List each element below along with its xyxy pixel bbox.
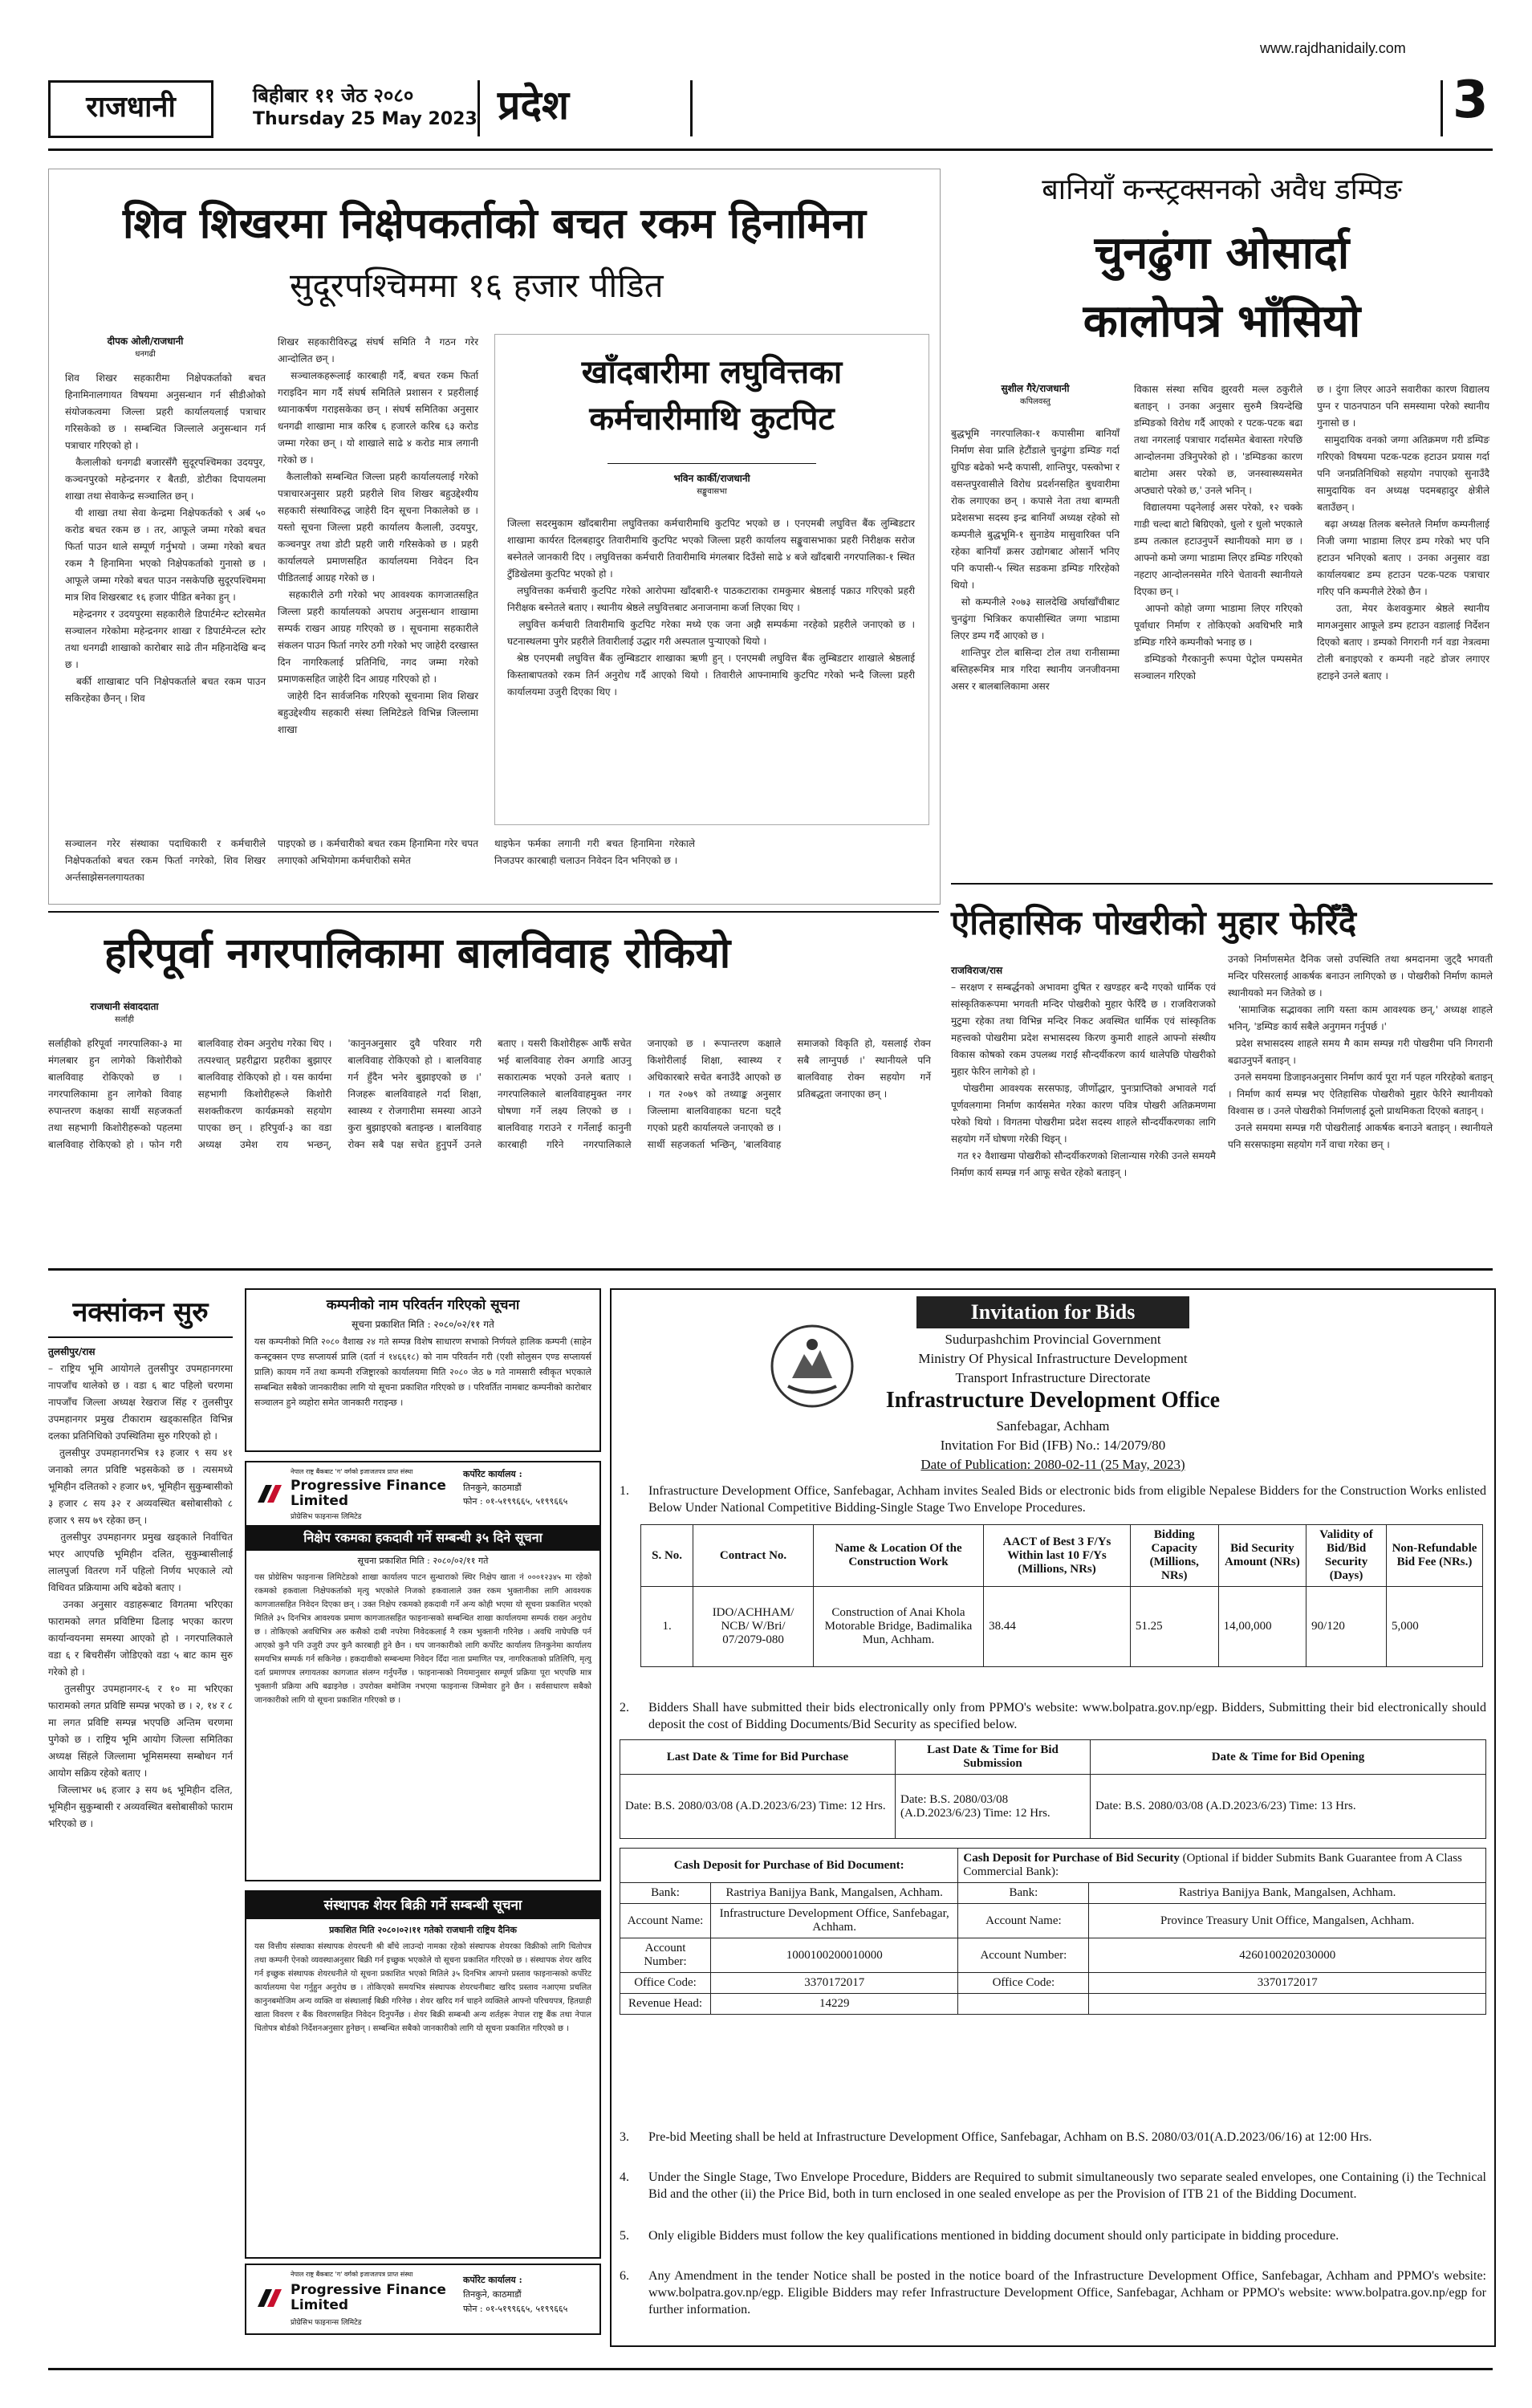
- ifb-item-2: [620, 1699, 1486, 1733]
- headline-rule: [48, 1336, 233, 1338]
- label-bank-2: Bank:: [958, 1883, 1089, 1904]
- item-text: Under the Single Stage, Two Envelope Procedure, Bidders are Required to submit simultaneously two separate sealed envelopes, one Containing (i) the Technical Bid and the other (ii) the Price Bid, both in turn enclosed in one sealed envelope as per the Provision of ITB 21 of the Bidding Document.: [648, 2170, 1486, 2201]
- article-body: – राष्ट्रिय भूमि आयोगले तुलसीपुर उपमहानगरमा नापजाँच थालेको छ । वडा ६ बाट पहिलो चरणमा नापजाँच जिल्ला अध्यक्ष रेखराज सिंह र तुलसीपुर उपमहानगर प्रमुख टीकाराम खड्कासहित विभिन्न दलका प्रतिनिधिको उपस्थितिमा सुरु गरिएको हो । तुलसीपुर उपमहानगरभित्र १३ हजार ९ सय ४१ जनाको लगत प्रविष्टि भइसकेको छ । त्यसमध्ये भूमिहीन दलितको २ हजार ७९, भूमिहीन सुकुम्बासीको ३ हजार ८ सय ३२ र अव्यवस्थित बसोबासीको ८ हजार ९ सय ७९ रहेका छन् । तुलसीपुर उपमहानगर प्रमुख खड्काले निर्वाचित भएर आएपछि भूमिहीन दलित, सुकुम्बासीलाई लालपुर्जा वितरण गर्ने पहिलो निर्णय भएकाले त्यो विधिवत प्रक्रियामा अघि बढेको बताए । उनका अनुसार वडाहरूबाट विगतमा भरिएका फारामको लगत प्रविष्टिमा ढिलाइ भएका कारण कार्यान्वयनमा समस्या आएको हो । नगरपालिकाले वडा ६ र बिचरीसँग जोडिएको वडा ५ बाट काम सुरु गरेको हो । तुलसीपुर उपमहानगर-६ र १० मा भरिएका फारामको लगत प्रविष्टि सम्पन्न भएको छ । २, १४ र ८ मा लगत प्रविष्टि सम्पन्न भएपछि अन्तिम चरणमा पुगेको छ । राष्ट्रिय भूमि आयोग जिल्ला समितिका अध्यक्ष सिंहले जिल्लामा भूमिसमस्या सम्बोधन गर्न आयोग सक्रिय रहेको बताए । जिल्लाभर ७६ हजार ३ सय ७६ भूमिहीन दलित, भूमिहीन सुकुम्बासी र अव्यवस्थित बसोबासीको फाराम भरिएको छ ।: [48, 1363, 233, 1829]
- value-acname: Infrastructure Development Office, Sanfebagar, Achham.: [711, 1904, 958, 1938]
- article-col-1: शिव शिखर सहकारीमा निक्षेपकर्ताको बचत हिनामिनालगायत विषयमा अनुसन्धान गर्न सीडीओको संयोजकत्वमा जिल्ला प्रहरी कार्यालयलाई पत्राचार गरिसकेको छ । सम्बन्धित जिल्लाले अनुसन्धान गर्न पत्राचार गरिएको हो । कैलालीको धनगढी बजारसँगै सुदूरपश्चिमका उदयपुर, कञ्चनपुरको महेन्द्रनगर र बैतडी, डोटीका दिपायलमा शाखा तथा सेवाकेन्द्र सञ्चालित छन् । यी शाखा तथा सेवा केन्द्रमा निक्षेपकर्तको ९ अर्ब ५० करोड बचत रकम छ । तर, आफूले जम्मा गरेको बचत फिर्ता पाउन थाले सम्पूर्ण गर्नुभयो । जम्मा गरेको बचत रकम नै हिनामिना भएको निक्षेपकर्ताको गुनासो छ । आफूले जम्मा गरेको बचत पाउन नसकेपछि सुदूरपश्चिममा मात्र शिव शिखरबाट १६ हजार पीडित बनेका हुन् । महेन्द्रनगर र उदयपुरमा सहकारीले डिपार्टमेन्ट स्टोरसमेत सञ्चालन गरेकोमा महेन्द्रनगर शाखा र डिपार्टमेन्टल स्टोर तथा धनगढी शाखाको कारोबार साढे तीन महिनादेखि बन्द छ । बर्की शाखाबाट पनि निक्षेपकर्ताले बचत रकम पाउन सकिरहेका छैनन् । शिव: [65, 372, 266, 704]
- gov-line-1: Sudurpashchim Provincial Government: [945, 1332, 1161, 1347]
- col-validity: Validity of Bid/Bid Security (Days): [1306, 1525, 1387, 1587]
- cash-sec-note: (Optional if bidder Submits Bank Guarantee from A Class Commercial Bank):: [963, 1852, 1462, 1878]
- article-col-2: विकास संस्था सचिव झुरवरी मल्ल ठकुरीले बताइन् । उनका अनुसार सुरुमै त्रियन्देखि डम्पिङको विरोध गर्दै आएको र पटक-पटक बढा तथा नगरलाई पत्राचार गर्दासमेत बेवास्ता गरेपछि आन्दोलनमा उत्रिनुपरेको हो । 'डम्पिङका कारण बाटोमा असर परेको छ, जनस्वास्थ्यसमेत अप्ठ्यारो परेको छ,' उनले भनिन् । विद्यालयमा पढ्नेलाई असर परेको, १२ चक्के गाडी चल्दा बाटो बिग्रिएको, धुलो र धुलो भएकाले डम्प तत्काल हटाउनुपर्ने स्थानीयको माग छ । आफ्नो कमो जग्गा भाडामा लिएर डम्पिङ गरिएको नहटाए आन्दोलनसमेत गरिने चेतावनी स्थानीयले दिएका छन् । आफ्नो कोहो जग्गा भाडामा लिएर गरिएको पूर्वाधार निर्माण र तोकिएको अवधिभरि मात्रै डम्पिङ गरिने कम्पनीको भनाइ छ । डम्पिङको गैरकानुनी रूपमा पेट्रोल पम्पसमेत सञ्चालन गरिएको: [1134, 384, 1302, 681]
- logo-mark-icon: [254, 2283, 286, 2315]
- label-acno: Account Number:: [620, 1938, 711, 1973]
- headline-line-1: चुनढुंगा ओसार्दा: [1094, 227, 1350, 279]
- story-khandbari: [494, 334, 929, 825]
- company-name-np: प्रोग्रेसिभ फाइनान्स लिमिटेड: [291, 2319, 362, 2327]
- item-text: Only eligible Bidders must follow the key qualifications mentioned in bidding document should only participate in bidding procedure.: [648, 2229, 1339, 2243]
- col-work: Name & Location Of the Construction Work: [813, 1525, 983, 1587]
- headline: नक्सांकन सुरु: [72, 1296, 209, 1328]
- byline: [608, 471, 816, 496]
- article-col-2: शिखर सहकारीविरुद्ध संघर्ष समिति नै गठन गरेर आन्दोलित छन् । सञ्चालकहरूलाई कारबाही गर्दै, बचत रकम फिर्ता गराइदिन माग गर्दै संघर्ष समितिले प्रशासन र प्रहरीलाई ध्यानाकर्षण गराइसकेका छन् । संघर्ष समितिका अनुसार धनगढी शाखामा मात्र करिब ६ हजारले करिब ६३ करोड जम्मा गरेका छन् । यो शाखाले साढे ४ करोड मात्र लगानी गरेको छ । कैलालीको सम्बन्धित जिल्ला प्रहरी कार्यालयलाई गरेको पत्राचारअनुसार प्रहरी प्रहरीले शिव शिखर बहुउद्देश्यीय सहकारी संस्थाविरुद्ध जाहेरी दिन सूचना निकालेको छ । यस्तो सूचना जिल्ला प्रहरी कार्यालय कैलाली, उदयपुर, कञ्चनपुर तथा डोटी प्रहरी जारी गरिसकेको छ । प्रहरी कार्यालयले प्रमाणसहित कार्यालयमा निवेदन दिन पीडितलाई आग्रह गरेको छ । सहकारीले ठगी गरेको भए आवश्यक कागजातसहित जिल्ला प्रहरी कार्यालयको अपराध अनुसन्धान शाखामा सम्पर्क राखन आग्रह गरिएको छ । सूचनामा सहकारीले संकलन पाउन फिर्ता नगरेर ठगी गरेको भए जाहेरी दरखास्त दिन नागरिकलाई प्रतिनिधि, नगद जम्मा गरेको प्रमाणकसहित जाहेरी दिन आग्रह गरिएको हो । जाहेरी दिन सार्वजनिक गरिएको सूचनामा शिव शिखर बहुउद्देश्यीय सहकारी संस्था लिमिटेडले विभिन्न जिल्लामा शाखा: [278, 336, 478, 735]
- section-rule-bottom: [48, 1268, 1493, 1271]
- value-revenue: 14229: [711, 1994, 958, 2015]
- notice-name-change: [245, 1288, 601, 1452]
- col-security: Bid Security Amount (NRs): [1218, 1525, 1306, 1587]
- office-block: [463, 2273, 595, 2316]
- col-fee: Non-Refundable Bid Fee (NRs.): [1387, 1525, 1483, 1587]
- value-bank: Rastriya Banijya Bank, Mangalsen, Achham.: [711, 1883, 958, 1904]
- office-phone: फोन : ०१-५१९९६६५, ५१९९६६५: [463, 1496, 568, 1507]
- label-revenue: Revenue Head:: [620, 1994, 711, 2015]
- value-office-code-2: 3370172017: [1089, 1973, 1486, 1994]
- date-en: Thursday 25 May 2023: [253, 109, 477, 129]
- cell-contract: IDO/ACHHAM/ NCB/ W/Bri/ 07/2079-080: [693, 1587, 814, 1667]
- label-office-code: Office Code:: [620, 1973, 711, 1994]
- gov-line-3: Transport Infrastructure Directorate: [955, 1370, 1151, 1385]
- gov-line-2: Ministry Of Physical Infrastructure Development: [918, 1351, 1188, 1366]
- subheadline: सुदूरपश्चिममा १६ हजार पीडित: [290, 266, 664, 305]
- cash-sec-heading: [958, 1849, 1486, 1883]
- company-name: Progressive Finance Limited: [291, 1478, 446, 1509]
- label-office-code-2: Office Code:: [958, 1973, 1089, 1994]
- byline-place: सङ्खुवासभा: [697, 487, 727, 496]
- item-number: 6.: [620, 2269, 629, 2283]
- section-rule-pokhari: [951, 883, 1493, 885]
- deposit-row-acname: [620, 1904, 1486, 1938]
- value-acno-2: 4260100202030000: [1089, 1938, 1486, 1973]
- office-block: [463, 1467, 595, 1508]
- deposit-header-row: [620, 1849, 1486, 1883]
- story-naksankan: [48, 1292, 233, 2376]
- headline: शिव शिखरमा निक्षेपकर्ताको बचत रकम हिनामिना: [122, 200, 866, 248]
- notice-pfl-footer: [245, 2264, 601, 2335]
- value-office-code: 3370172017: [711, 1973, 958, 1994]
- headline: हरिपूर्वा नगरपालिकामा बालविवाह रोकियो: [104, 929, 731, 978]
- label-acname: Account Name:: [620, 1904, 711, 1938]
- value-acno: 1000100200010000: [711, 1938, 958, 1973]
- section-rule-haripurwa: [48, 911, 939, 913]
- value-acname-2: Province Treasury Unit Office, Mangalsen, Achham.: [1089, 1904, 1486, 1938]
- col-capacity: Bidding Capacity (Millions, NRs): [1130, 1525, 1218, 1587]
- headline: ऐतिहासिक पोखरीको मुहार फेरिँदै: [951, 903, 1357, 942]
- notice-body: यस कम्पनीको मिति २०८० वैशाख २४ गते सम्पन्न विशेष साधारण सभाको निर्णयले हालिक कम्पनी (साहेन कन्स्ट्रक्सन एण्ड सप्लायर्स प्रालि (दर्ता नं १४६६१८) को नाम परिवर्तन गरी (एशी सोलुसन एण्ड सप्लायर्स प्रालि) कायम गर्ने तथा कम्पनी रजिष्ट्रारको कार्यालयमा मिति २०८० जेठ ७ गते नामसारी स्वीकृत भएकाले सम्बन्धित सबैको जानकारीका लागि यो सूचना प्रकाशित गरिएको छ । परिवर्तित नामबाट कम्पनीको कारोबार सञ्चालन हुने व्यहोरा समेत जानकारी गराइन्छ ।: [254, 1336, 595, 1408]
- ifb-title: Invitation for Bids: [916, 1296, 1189, 1328]
- office-location: Sanfebagar, Achham: [996, 1418, 1110, 1434]
- item-number: 4.: [620, 2170, 629, 2184]
- byline-name: दीपक ओली/राजधानी: [107, 336, 184, 347]
- item-text: Bidders Shall have submitted their bids electronically only from PPMO's website: www.bolpatra.gov.np/egp. Bidders, Submitting their bid electronically should deposit the cost of Bidding Documents/Bid Security as specified below.: [648, 1701, 1486, 1731]
- dateline: राजविराज/रास: [951, 965, 1003, 976]
- masthead-rule: [48, 148, 1493, 151]
- website-link[interactable]: www.rajdhanidaily.com: [1260, 40, 1406, 56]
- office-phone: फोन : ०१-५१९९६६५, ५१९९६६५: [463, 2304, 568, 2314]
- story-shiva: [48, 169, 941, 905]
- ifb-item-6: [620, 2268, 1486, 2318]
- col-purchase: Last Date & Time for Bid Purchase: [620, 1740, 896, 1775]
- cell-validity: 90/120: [1306, 1587, 1387, 1667]
- notice-title: संस्थापक शेयर बिक्री गर्ने सम्बन्धी सूचना: [246, 1892, 599, 1919]
- byline-place: सर्लाही: [114, 1015, 135, 1024]
- tail-col-2: पाइएको छ । कर्मचारीको बचत रकम हिनामिना गरेर चपत लगाएको अभियोगमा कर्मचारीको समेत: [278, 838, 482, 866]
- cash-doc-title: Cash Deposit for Purchase of Bid Document:: [620, 1849, 958, 1883]
- ifb-item-1: [620, 1483, 1486, 1516]
- deposit-row-office-code: [620, 1973, 1486, 1994]
- item-number: 5.: [620, 2229, 629, 2243]
- label-acname-2: Account Name:: [958, 1904, 1089, 1938]
- empty-cell: [1089, 1994, 1486, 2015]
- ifb-number: Invitation For Bid (IFB) No.: 14/2079/80: [940, 1438, 1166, 1453]
- company-logo: [254, 1479, 286, 1511]
- deposit-table: [620, 1848, 1486, 2015]
- table-row: [641, 1587, 1483, 1667]
- byline: [48, 999, 201, 1024]
- col-submission: Last Date & Time for Bid Submission: [896, 1740, 1091, 1775]
- masthead: [48, 32, 1493, 144]
- company-name-np: प्रोग्रेसिभ फाइनान्स लिमिटेड: [291, 1513, 362, 1521]
- dates-row: [620, 1775, 1486, 1839]
- invitation-for-bids: [610, 1288, 1496, 2347]
- notice-body: यस वित्तीय संस्थाका संस्थापक शेयरधनी श्री बाँचे लाउन्दो नामका रहेको संस्थापक शेयरका विक्रीको लागि धितोपत्र तथा कम्पनी ऐनको व्यवस्थाअनुसार बिक्री गर्न इच्छुक भएकोले यो सूचना प्रकाशित गरिएको छ । संस्थापक शेयर खरिद गर्न इच्छुक संस्थापक शेयरधनीले यो सूचना प्रकाशित भएको मितिले ३५ दिनभित्र आफ्नो प्रस्ताव फाइनान्सको कर्पोरेट कार्यालयमा पेश गर्नुहुन अनुरोध छ । तोकिएको समयभित्र संस्थापक शेयरधनीबाट खरिद प्रस्ताव नआएमा प्रचलित कानुनबमोजिम अन्य व्यक्ति वा संस्थालाई बिक्री गरिनेछ । शेयर खरिद गर्न चाहने व्यक्तिले आफ्नो परिचयपत्र, हितग्राही खाता विवरण र बैंक विवरणसहित निवेदन दिनुपर्नेछ । शेयर बिक्री सम्बन्धी अन्य शर्तहरू नेपाल राष्ट्र बैंक तथा नेपाल धितोपत्र बोर्डको निर्देशनअनुसार हुनेछन् । सम्बन्धित सबैको जानकारीको लागि यो सूचना प्रकाशित गरिएको छ ।: [254, 1942, 595, 2033]
- byline-place: धनगढी: [135, 350, 156, 359]
- notice-pfl-deposit: [245, 1461, 601, 1881]
- page-number: 3: [1453, 71, 1489, 130]
- office-name: Infrastructure Development Office: [885, 1388, 1221, 1413]
- date-np: बिहीबार ११ जेठ २०८०: [253, 84, 414, 107]
- byline: [65, 334, 226, 359]
- deposit-row-revenue: [620, 1994, 1486, 2015]
- ifb-item-3: [620, 2129, 1486, 2146]
- item-number: 2.: [620, 1701, 629, 1714]
- article-body: सर्लाहीको हरिपूर्वा नगरपालिका-३ मा मंगलबार हुन लागेको किशोरीको बालविवाह रोकिएको छ । नगरपालिकामा हुन लागेको विवाह रुपान्तरण कक्षका सार्थी सहजकर्ता तथा सहभागी किशोरीहरूको पहलमा बालविवाह रोकिएको हो । फोन गरी बालविवाह रोक्न अनुरोध गरेका थिए । तत्पश्चात् प्रहरीद्वारा प्रहरीका बुझाएर बालविवाह रोकिएको हो । यस कार्यमा सहभागी किशोरीहरूले किशोरी सशक्तीकरण कार्यक्रमको सहयोग पाएका छन् । हरिपुर्वा-३ का वडा अध्यक्ष उमेश राय भन्छन्, 'कानुनअनुसार दुवै परिवार गरी बालविवाह रोकिएको हो । बालविवाह गर्न हुँदैन भनेर बुझाइएको छ ।' निजहरू बालविवाहले गर्दा शिक्षा, स्वास्थ्य र रोजगारीमा समस्या आउने कुरा बुझाइएको बताइन्छ । बालविवाह रोक्न सबै पक्ष सचेत हुनुपर्ने उनले बताए । यसरी किशोरीहरू आफैँ सचेत भई बालविवाह रोक्न अगाडि आउनु सकारात्मक भएको उनले बताए । नगरपालिकाले बालविवाहमुक्त नगर घोषणा गर्ने लक्ष्य लिएको छ । बालविवाह गराउने र गर्नेलाई कानुनी कारबाही गरिने नगरपालिकाले जनाएको छ । रूपान्तरण कक्षाले किशोरीलाई शिक्षा, स्वास्थ्य र अधिकारबारे सचेत बनाउँदै आएको छ । गत २०७९ को तथ्याङ्क अनुसार जिल्लामा बालविवाहका घटना घट्दै गएको प्रहरी कार्यालयले जनाएको छ । सार्थी सहजकर्ता भन्छिन्, 'बालविवाह समाजको विकृति हो, यसलाई रोक्न सबै लाग्नुपर्छ ।' स्थानीयले पनि बालविवाह रोक्न सहयोग गर्ने प्रतिबद्धता जनाएका छन् ।: [48, 1038, 934, 1150]
- tail-col-1: सञ्चालन गरेर संस्थाका पदाधिकारी र कर्मचारीले निक्षेपकर्ताको बचत रकम फिर्ता नगरेको, शिव शिखर अर्न्तसाझेसनलगायतका: [65, 838, 269, 883]
- headline: खाँदबारीमा लघुवित्तका कर्मचारीमाथि कुटपिट: [581, 354, 843, 437]
- value-bank-2: Rastriya Banijya Bank, Mangalsen, Achham.: [1089, 1883, 1486, 1904]
- label-bank: Bank:: [620, 1883, 711, 1904]
- company-logo: [254, 2283, 286, 2315]
- story-pokhari: [951, 891, 1493, 1244]
- story-haripurwa: [48, 915, 939, 1252]
- article-body: जिल्ला सदरमुकाम खाँदबारीमा लघुवित्तका कर्मचारीमाथि कुटपिट भएको छ । एनएमबी लघुवित्त बैंक लुम्बिडटार शाखामा कार्यरत दिलबहादुर तिवारीमाथि कुटपिट भएको जिल्ला प्रहरी कार्यालय सङ्खुवासभाका प्रहरी निरीक्षक सरोज बस्नेतले जानकारी दिए । लघुवित्तका कर्मचारी तिवारीमाथि मंगलबार दिउँसो साढे ४ बजे खाँदबारी नगरपालिका-१ स्थित टुँडिखेलमा कुटपिट भएको हो । लघुवित्तका कर्मचारी कुटपिट गरेको आरोपमा खाँदबारी-१ पाठकटाराका रामकुमार श्रेष्ठलाई पक्राउ गरिएको प्रहरी निरीक्षक बस्नेतले बताए । स्थानीय श्रेष्ठले लघुवित्तबाट अनाजनामा कर्जा लिएका थिए । लघुवित्त कर्मचारी तिवारीमाथि कुटपिट गरेका मध्ये एक जना अझै सम्पर्कमा नरहेको प्रहरीले जनाएको छ । घटनास्थलमा पुगेर प्रहरीले तिवारीलाई उद्धार गरी अस्पताल पुर्‍याएको थियो । श्रेष्ठ एनएमबी लघुवित्त बैंक लुम्बिडटार शाखाका ऋणी हुन् । एनएमबी लघुवित्त बैंक लुम्बिडटार शाखाले श्रेष्ठलाई किस्ताबापतको रकम तिर्न अनुरोध गर्दै आएको थियो । तिवारीले आफ्नामाथि कुटपिट गरेको भन्दै जिल्ला प्रहरी कार्यालयमा उजुरी दिएका थिए ।: [507, 518, 915, 698]
- col-contract: Contract No.: [693, 1525, 814, 1587]
- cell-work: Construction of Anai Khola Motorable Bridge, Badimalika Mun, Achham.: [813, 1587, 983, 1667]
- col-sn: S. No.: [641, 1525, 693, 1587]
- dates-header-row: [620, 1740, 1486, 1775]
- kicker: बानियाँ कन्स्ट्रक्सनको अवैध डम्पिङ: [1042, 173, 1402, 206]
- cell-submission-date: Date: B.S. 2080/03/08 (A.D.2023/6/23) Time: 12 Hrs.: [896, 1775, 1091, 1839]
- byline-name: सुशील गैरे/राजधानी: [1001, 383, 1070, 394]
- item-text: Any Amendment in the tender Notice shall be posted in the notice board of the Infrastructure Development Office, Sanfebagar, Achham and PPMO's website: www.bolpatra.gov.np/egp. Eligible Bidders may refer Infrastructure Development Office, Sanfebagar, Achham or PPMO's website: www.bolpatra.gov.np/egp for further information.: [648, 2269, 1486, 2316]
- deposit-row-bank: [620, 1883, 1486, 1904]
- masthead-divider-3: [1441, 80, 1443, 136]
- notice-title: कम्पनीको नाम परिवर्तन गरिएको सूचना: [326, 1297, 520, 1313]
- byline-rule: [608, 463, 816, 464]
- paper-name: राजधानी: [48, 80, 213, 138]
- cell-fee: 5,000: [1387, 1587, 1483, 1667]
- footer-rule: [48, 2368, 1493, 2370]
- cell-sn: 1.: [641, 1587, 693, 1667]
- byline-name: राजधानी संवाददाता: [90, 1001, 159, 1012]
- story-baniya: [951, 169, 1493, 875]
- cell-opening-date: Date: B.S. 2080/03/08 (A.D.2023/6/23) Time: 13 Hrs.: [1091, 1775, 1486, 1839]
- empty-cell: [958, 1994, 1089, 2015]
- office-address: तिनकुने, काठमाडौं: [463, 2289, 522, 2300]
- article-col-1: – सरक्षण र सम्बर्द्धनको अभावमा दुषित र खण्डहर बन्दै गएको धार्मिक एवं सांस्कृतिकरूपमा भगवती मन्दिर पोखरीको मुहार फेरिँदै छ । राजविराजको मुटुमा रहेका तथा विभिन्न मन्दिर निकट अवस्थित धार्मिक एवं सांस्कृतिक महत्त्वको पोखरीमा प्रदेश सभासदस्य किरण कुमारी शाहले आफ्नो संस्थीय विकास कोषको रकम उपलब्ध गराई सौन्दर्यीकरण कार्य थालेपछि पोखरीको मुहार फेरिन लागेको हो । पोखरीमा आवश्यक सरसफाइ, जीर्णोद्धार, पुनःप्राप्तिको अभावले गर्दा पूर्णवलगामा निर्माण कार्यसमेत गरेका कारण पवित्र पोखरी अतिक्रमणमा परेको थियो । विगतमा पोखरीमा प्रदेश सदस्य शाहले सौन्दर्यीकरणका लागि सहयोग गर्ने घोषणा गरेकी थिइन् । गत १२ वैशाखमा पोखरीको सौन्दर्यीकरणको शिलान्यास गरेकी उनले समयमै निर्माण कार्य सम्पन्न गर्न आफू सचेत रहेको बताइन् ।: [951, 982, 1216, 1178]
- logo-mark-icon: [254, 1479, 286, 1511]
- office-label: कर्पोरेट कार्यालय :: [463, 1469, 522, 1479]
- item-number: 3.: [620, 2130, 629, 2144]
- label-acno-2: Account Number:: [958, 1938, 1089, 1973]
- table-header-row: [641, 1525, 1483, 1587]
- notice-title: निक्षेप रकमका हकदावी गर्ने सम्बन्धी ३५ दिने सूचना: [246, 1525, 599, 1551]
- ifb-item-5: [620, 2227, 1486, 2244]
- notice-share-sale: [245, 1890, 601, 2259]
- headline-line-2: कालोपत्रे भाँसियो: [1083, 295, 1361, 348]
- office-address: तिनकुने, काठमाडौं: [463, 1483, 522, 1493]
- ifb-item-4: [620, 2169, 1486, 2203]
- cell-purchase-date: Date: B.S. 2080/03/08 (A.D.2023/6/23) Time: 12 Hrs.: [620, 1775, 896, 1839]
- item-text: Pre-bid Meeting shall be held at Infrastructure Development Office, Sanfebagar, Achham on B.S. 2080/03/01(A.D.2023/06/16) at 12:00 Hrs.: [648, 2130, 1372, 2144]
- article-col-1: बुद्धभूमि नगरपालिका-१ कपासीमा बानियाँ निर्माण सेवा प्रालि हेटौंडाले चुनढुंगा डम्पिङ गर्दा ग्रुपिङ बढेको भन्दै कपासी, शान्तिपुर, पस्त्कोभा र वसन्तपुरवासीले विरोध प्रदर्शनसहित बुधवारीमा रोक लगाएका छन् । कपासे नेता तथा बाग्मती प्रदेशसभा सदस्य इन्द्र बानियाँ अध्यक्ष रहेको सो कम्पनीले बुद्धभूमि-१ सुनाडेय मासुवारिक्त पनि रहेका बानियाँ क्रसर उद्योगबाट ओसार्ने भनिए पनि कपासी-५ स्थित सडकमा डम्पिङ गरिरहेको थियो । सो कम्पनीले २०७३ सालदेखि अर्घाखाँचीबाट चुनढुंगा भित्रिकर कपासीस्थित जग्गा भाडामा लिएर डम्प गर्दै आएको छ । शान्तिपुर टोल बासिन्दा टोल तथा रानीसाम्मा बस्तिहरूमित्र मात्र गरिदा स्थानीय जनजीवनमा असर र बालबालिकामा असर: [951, 428, 1120, 692]
- cash-sec-title: Cash Deposit for Purchase of Bid Security: [963, 1852, 1180, 1865]
- byline-place: कपिलवस्तु: [1020, 397, 1050, 406]
- dates-table: [620, 1739, 1486, 1839]
- office-label: कर्पोरेट कार्यालय :: [463, 2275, 522, 2285]
- article-col-2: उनको निर्माणसमेत दैनिक जसो उपस्थिति तथा श्रमदानमा जुट्दै भगवती मन्दिर परिसरलाई आकर्षक बनाउन लागिएको छ । पोखरीको निर्माण कामले स्थानीयको मन जितेको छ । 'सामाजिक सद्भावका लागि यस्ता काम आवश्यक छन्,' अध्यक्ष शाहले भनिन्, 'डम्पिङ कार्य सबैले अनुगमन गर्नुपर्छ ।' प्रदेश सभासदस्य शाहले समय मै काम सम्पन्न गरी पोखरीमा पनि निगरानी बढाउनुपर्ने बताइन् । उनले समयमा डिजाइनअनुसार निर्माण कार्य पूरा गर्न पहल गरिरहेको बताइन् । निर्माण कार्य सम्पन्न भए ऐतिहासिक पोखरीको मुहार फेरिने स्थानीयको विश्वास छ । उनले पोखरीको निर्माणलाई ठूलो प्राथमिकता दिएको बताइन् । उनले समयमा सम्पन्न गरी पोखरीलाई आकर्षक बनाउने बताइन् । स्थानीयले पनि सरसफाइमा सहयोग गर्ने वाचा गरेका छन् ।: [1228, 954, 1493, 1150]
- item-number: 1.: [620, 1484, 629, 1498]
- article-col-3: छ । दुंगा लिएर आउने सवारीका कारण विद्यालय पुग्न र पाठनपाठन पनि समस्यामा परेको स्थानीय गुनासो छ । सामुदायिक वनको जग्गा अतिक्रमण गरी डम्पिङ गरिएको विषयमा पटक-पटक हटाउन प्रयास गर्दा पनि जनप्रतिनिधिको सहयोग नपाएको सुनाउँदै सामुदायिक वन अध्यक्ष पदमबहादुर क्षेत्रीले बताउँछन् । बढ़ा अध्यक्ष तिलक बस्नेतले निर्माण कम्पनीलाई निजी जग्गा भाडामा लिएर डम्प गरेको भए पनि हटाउन भनिएको बताए । उनका अनुसार वडा कार्यालयबाट डम्प हटाउन पटक-पटक पत्राचार गरिए पनि कम्पनीले टेरेको छैन । उता, मेयर केशवकुमार श्रेष्ठले स्थानीय मागअनुसार आफूले डम्प हटाउन वडालाई निर्देशन दिएको बताए । डम्पको निगरानी गर्न वडा नेत्रत्वमा टोली बनाइएको र कम्पनी नहटे डोजर लगाएर हटाइने उनले बताए ।: [1317, 384, 1489, 681]
- masthead-divider-2: [690, 80, 693, 136]
- deposit-row-acno: [620, 1938, 1486, 1973]
- notice-date: प्रकाशित मिति २०८०।०२।११ गतेको राजधानी राष्ट्रिय दैनिक: [329, 1925, 517, 1935]
- col-opening: Date & Time for Bid Opening: [1091, 1740, 1486, 1775]
- company-name: Progressive Finance Limited: [291, 2282, 446, 2313]
- byline-name: भविन कार्की/राजधानी: [673, 473, 750, 484]
- dateline: तुलसीपुर/रास: [48, 1346, 95, 1357]
- notice-date: सूचना प्रकाशित मिति : २०८०/०२/११ गते: [357, 1556, 489, 1566]
- tail-col-3: थाइफेन फर्मका लगानी गरी बचत हिनामिना गरेकाले निजउपर कारबाही चलाउन निवेदन दिन भनिएको छ ।: [494, 838, 698, 866]
- byline: [951, 381, 1120, 406]
- notice-body: यस प्रोग्रेसिभ फाइनान्स लिमिटेडको शाखा कार्यालय पाटन सुन्धाराको स्थिर निक्षेप खाता नं ०००१२३४५ मा रहेको रकमको हकवाला निक्षेपकर्ताको मृत्यु भएकोले निजको हकवालाले उक्त रकम भुक्तानीका लागि आवश्यक कागजातसहित निवेदन दिएका छन् । उक्त निक्षेप रकमको हकदावी गर्ने अन्य कोही भएमा यो सूचना प्रकाशित भएको मितिले ३५ दिनभित्र आवश्यक प्रमाण कागजातसहित फाइनान्सको सम्बन्धित शाखा कार्यालयमा सम्पर्क राख्न अनुरोध छ । तोकिएको अवधिभित्र अरु कसैको दाबी नपरेमा निवेदकलाई नै रकम भुक्तानी गरिनेछ । अवधि नाघेपछि पर्न आएको कुनै पनि उजुरी उपर कुनै कारबाही हुने छैन । थप जानकारीको लागि कर्पोरेट कार्यालय तिनकुनेमा कार्यालय समयभित्र सम्पर्क गर्न सकिनेछ । हकदावीको सम्बन्धमा निवेदन दिँदा नाता प्रमाणित पत्र, नागरिकताको प्रतिलिपि, मृत्यु दर्ता प्रमाणपत्र लगायतका कागजात संलग्न गर्नुपर्नेछ । फाइनान्सको नियमानुसार सम्पूर्ण प्रक्रिया पूरा भएपछि मात्र भुक्तानी प्रक्रिया अघि बढाइनेछ । उपरोक्त बमोजिम नभएमा फाइनान्स जिम्मेवार हुने छैन । सर्वसाधारण सबैको जानकारीको लागि यो सूचना प्रकाशित गरिएको छ ।: [254, 1573, 595, 1705]
- publication-date: Date of Publication: 2080-02-11 (25 May, 2023): [920, 1457, 1185, 1472]
- company-tagline: नेपाल राष्ट्र बैंकबाट 'ग' वर्गको इजाजतपत्र प्राप्त संस्था: [291, 1468, 413, 1475]
- cell-aact: 38.44: [984, 1587, 1131, 1667]
- col-aact: AACT of Best 3 F/Ys Within last 10 F/Ys (Millions, NRs): [984, 1525, 1131, 1587]
- contracts-table: [640, 1524, 1483, 1667]
- item-text: Infrastructure Development Office, Sanfebagar, Achham invites Sealed Bids or electronic bids from eligible Nepalese Bidders for the Construction Works enlisted Below Under National Competitive Bidding-Single Stage Two Envelope Procedures.: [648, 1484, 1486, 1515]
- notice-date: सूचना प्रकाशित मिति : २०८०/०२/११ गते: [352, 1319, 494, 1330]
- section-name: प्रदेश: [498, 82, 569, 128]
- masthead-divider-1: [477, 80, 480, 136]
- cell-capacity: 51.25: [1130, 1587, 1218, 1667]
- company-tagline: नेपाल राष्ट्र बैंकबाट 'ग' वर्गको इजाजतपत्र प्राप्त संस्था: [291, 2271, 413, 2278]
- cell-security: 14,00,000: [1218, 1587, 1306, 1667]
